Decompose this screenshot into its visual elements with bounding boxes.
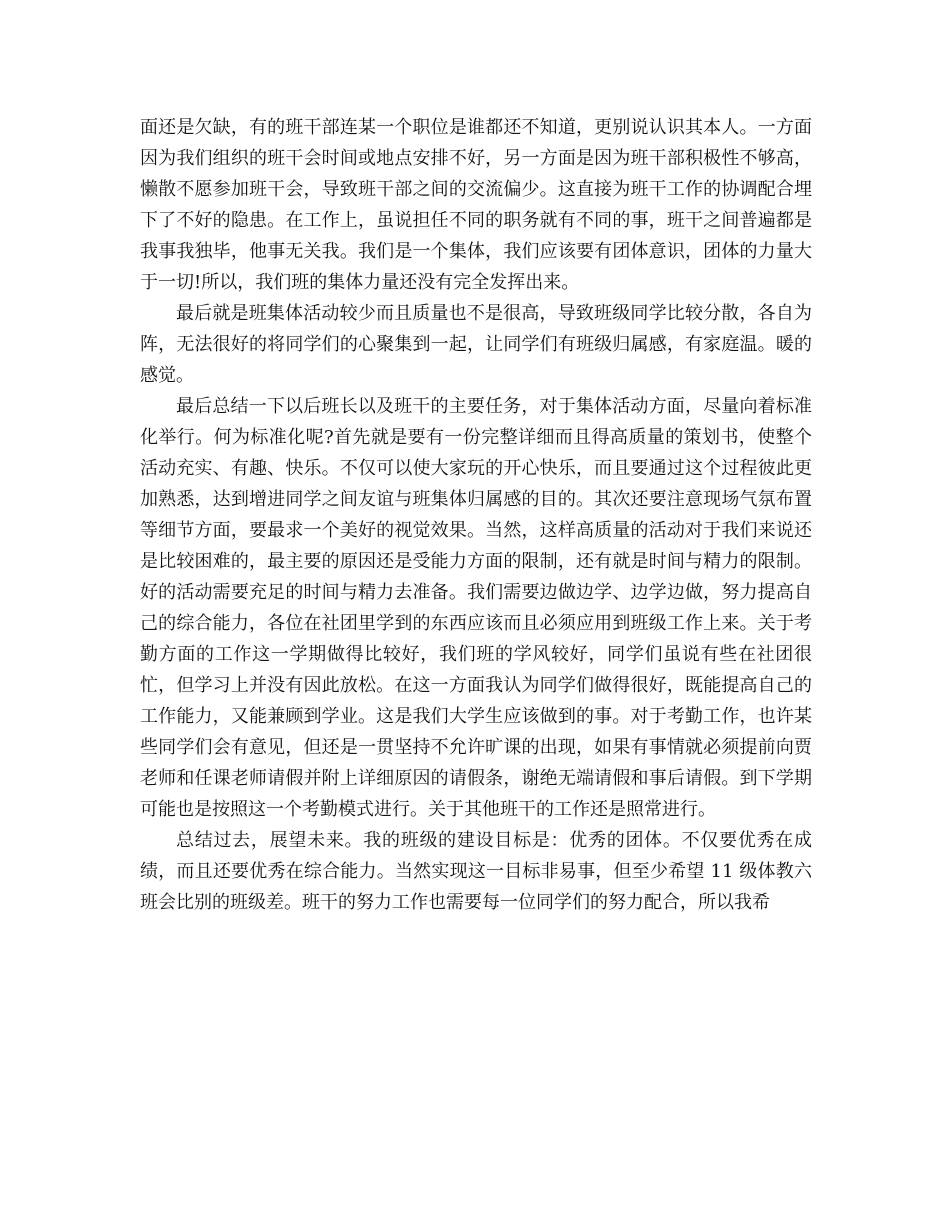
paragraph-1: 面还是欠缺，有的班干部连某一个职位是谁都还不知道，更别说认识其本人。一方面因为我们组织的班干会时间或地点安排不好，另一方面是因为班干部积极性不够高，懒散不愿参加班干会，导致班干部之间的交流偏少。这直接为班干工作的协调配合埋下了不好的隐患。在工作上，虽说担任不同的职务就有不同的事，班干之间普遍都是我事我独毕，他事无关我。我们是一个集体，我们应该要有团体意识，团体的力量大于一切!所以，我们班的集体力量还没有完全发挥出来。 xyxy=(140,117,812,293)
paragraph-3: 最后总结一下以后班长以及班干的主要任务，对于集体活动方面，尽量向着标准化举行。何为标准化呢?首先就是要有一份完整详细而且得高质量的策划书，使整个活动充实、有趣、快乐。不仅可以使大家玩的开心快乐，而且要通过这个过程彼此更加熟悉，达到增进同学之间友谊与班集体归属感的目的。其次还要注意现场气氛布置等细节方面，要最求一个美好的视觉效果。当然，这样高质量的活动对于我们来说还是比较困难的，最主要的原因还是受能力方面的限制，还有就是时间与精力的限制。好的活动需要充足的时间与精力去准备。我们需要边做边学、边学边做，努力提高自己的综合能力，各位在社团里学到的东西应该而且必须应用到班级工作上来。关于考勤方面的工作这一学期做得比较好，我们班的学风较好，同学们虽说有些在社团很忙，但学习上并没有因此放松。在这一方面我认为同学们做得很好，既能提高自己的工作能力，又能兼顾到学业。这是我们大学生应该做到的事。对于考勤工作，也许某些同学们会有意见，但还是一贯坚持不允许旷课的出现，如果有事情就必须提前向贾老师和任课老师请假并附上详细原因的请假条，谢绝无端请假和事后请假。到下学期可能也是按照这一个考勤模式进行。关于其他班干的工作还是照常进行。 xyxy=(140,396,812,820)
document-body xyxy=(140,112,812,918)
paragraph-4: 总结过去，展望未来。我的班级的建设目标是：优秀的团体。不仅要优秀在成绩，而且还要优秀在综合能力。当然实现这一目标非易事，但至少希望 11 级体教六班会比别的班级差。班干的努力工作也需要每一位同学们的努力配合，所以我希 xyxy=(140,830,812,913)
paragraph-2: 最后就是班集体活动较少而且质量也不是很高，导致班级同学比较分散，各自为阵，无法很好的将同学们的心聚集到一起，让同学们有班级归属感，有家庭温。暖的感觉。 xyxy=(140,303,812,386)
